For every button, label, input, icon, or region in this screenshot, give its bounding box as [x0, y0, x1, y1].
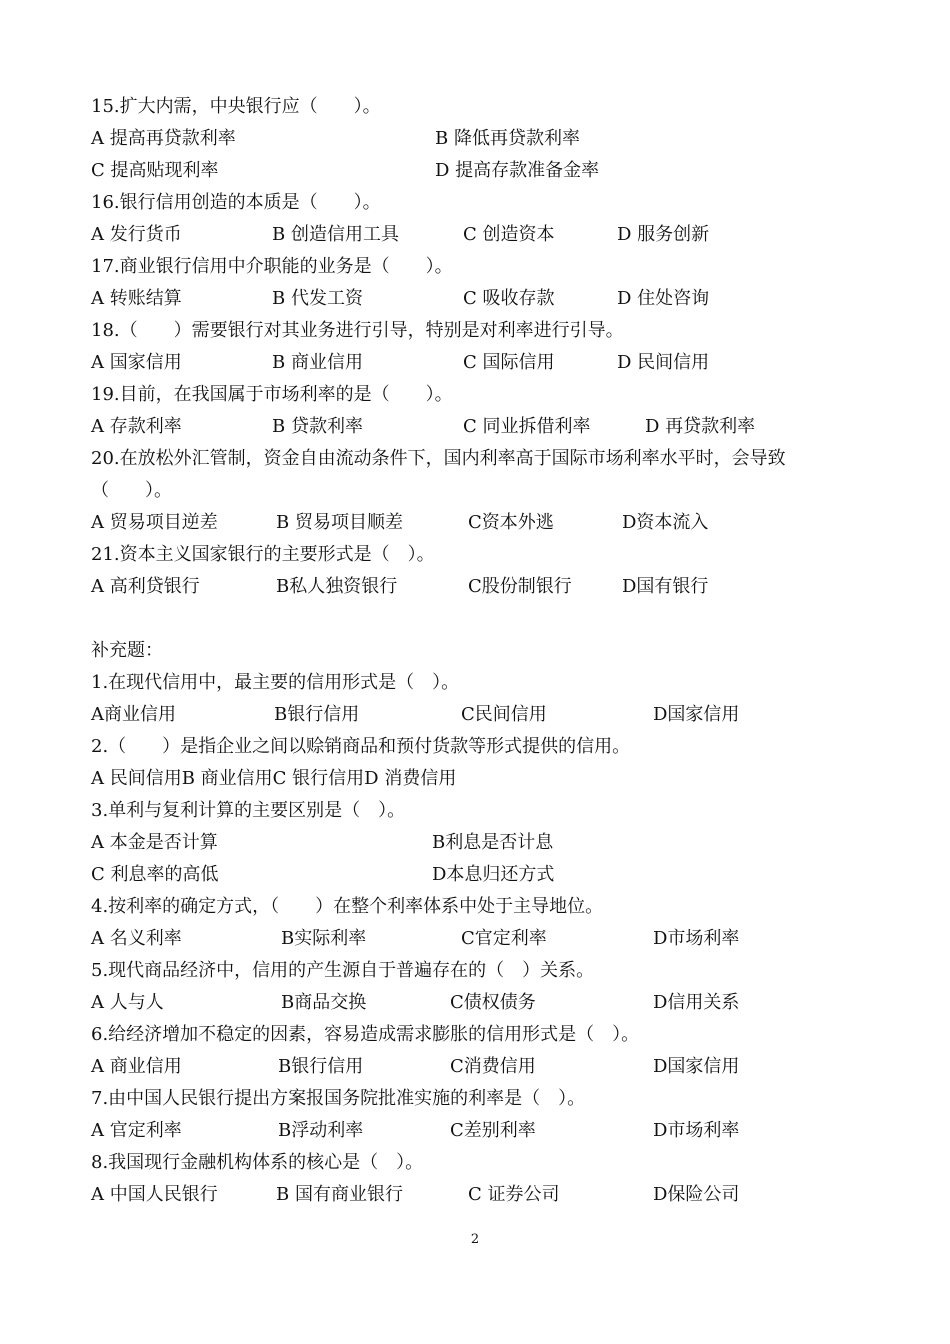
question-17-option-d: D 住处咨询 — [617, 288, 710, 309]
supplement-4-option-b: B实际利率 — [281, 928, 367, 949]
supplement-8-option-b: B 国有商业银行 — [276, 1184, 403, 1205]
supplement-7-option-a: A 官定利率 — [91, 1120, 182, 1141]
question-15-option-b: B 降低再贷款利率 — [435, 128, 580, 149]
supplement-6-stem: 6.给经济增加不稳定的因素，容易造成需求膨胀的信用形式是（ ）。 — [91, 1024, 640, 1045]
question-21-stem: 21.资本主义国家银行的主要形式是（ ）。 — [91, 544, 435, 565]
question-17-option-b: B 代发工资 — [272, 288, 363, 309]
supplement-7-option-d: D市场利率 — [653, 1120, 740, 1141]
supplement-1-option-a: A商业信用 — [91, 704, 176, 725]
question-15-option-d: D 提高存款准备金率 — [435, 160, 600, 181]
supplement-5-stem: 5.现代商品经济中，信用的产生源自于普遍存在的（ ）关系。 — [91, 960, 595, 981]
question-19-option-b: B 贷款利率 — [272, 416, 363, 437]
supplement-1-option-d: D国家信用 — [653, 704, 740, 725]
supplement-3-option-a: A 本金是否计算 — [91, 832, 218, 853]
question-20-stem-continued: （ ）。 — [91, 480, 172, 501]
question-18-option-d: D 民间信用 — [617, 352, 710, 373]
question-19-option-c: C 同业拆借利率 — [463, 416, 591, 437]
page-number: 2 — [470, 1232, 480, 1247]
supplement-2-options: A 民间信用B 商业信用C 银行信用D 消费信用 — [91, 768, 457, 789]
supplement-7-stem: 7.由中国人民银行提出方案报国务院批准实施的利率是（ ）。 — [91, 1088, 586, 1109]
supplement-1-option-c: C民间信用 — [461, 704, 547, 725]
question-15-stem: 15.扩大内需，中央银行应（ ）。 — [91, 96, 381, 117]
supplement-6-option-d: D国家信用 — [653, 1056, 740, 1077]
question-18-stem: 18.（ ）需要银行对其业务进行引导，特别是对利率进行引导。 — [91, 320, 624, 341]
supplement-5-option-a: A 人与人 — [91, 992, 164, 1013]
supplement-5-option-c: C债权债务 — [450, 992, 536, 1013]
supplement-4-option-a: A 名义利率 — [91, 928, 182, 949]
supplement-4-option-c: C官定利率 — [461, 928, 547, 949]
question-18-option-c: C 国际信用 — [463, 352, 555, 373]
question-21-option-a: A 高利贷银行 — [91, 576, 200, 597]
supplement-heading: 补充题： — [91, 640, 163, 661]
supplement-7-option-c: C差别利率 — [450, 1120, 536, 1141]
question-16-option-b: B 创造信用工具 — [272, 224, 399, 245]
supplement-7-option-b: B浮动利率 — [278, 1120, 364, 1141]
question-20-option-c: C资本外逃 — [468, 512, 554, 533]
supplement-1-stem: 1.在现代信用中，最主要的信用形式是（ ）。 — [91, 672, 460, 693]
supplement-5-option-b: B商品交换 — [281, 992, 367, 1013]
supplement-4-stem: 4.按利率的确定方式，（ ）在整个利率体系中处于主导地位。 — [91, 896, 604, 917]
question-21-option-b: B私人独资银行 — [276, 576, 398, 597]
supplement-3-stem: 3.单利与复利计算的主要区别是（ ）。 — [91, 800, 406, 821]
supplement-8-option-a: A 中国人民银行 — [91, 1184, 218, 1205]
question-15-option-a: A 提高再贷款利率 — [91, 128, 236, 149]
question-17-stem: 17.商业银行信用中介职能的业务是（ ）。 — [91, 256, 453, 277]
question-17-option-a: A 转账结算 — [91, 288, 182, 309]
supplement-2-stem: 2.（ ）是指企业之间以赊销商品和预付货款等形式提供的信用。 — [91, 736, 631, 757]
supplement-6-option-c: C消费信用 — [450, 1056, 536, 1077]
question-18-option-a: A 国家信用 — [91, 352, 182, 373]
question-20-option-a: A 贸易项目逆差 — [91, 512, 218, 533]
supplement-8-stem: 8.我国现行金融机构体系的核心是（ ）。 — [91, 1152, 424, 1173]
question-21-option-d: D国有银行 — [622, 576, 709, 597]
question-16-stem: 16.银行信用创造的本质是（ ）。 — [91, 192, 381, 213]
question-20-option-d: D资本流入 — [622, 512, 709, 533]
supplement-6-option-a: A 商业信用 — [91, 1056, 182, 1077]
supplement-1-option-b: B银行信用 — [274, 704, 360, 725]
supplement-8-option-d: D保险公司 — [653, 1184, 740, 1205]
supplement-3-option-b: B利息是否计息 — [432, 832, 554, 853]
question-20-option-b: B 贸易项目顺差 — [276, 512, 403, 533]
question-20-stem: 20.在放松外汇管制，资金自由流动条件下，国内利率高于国际市场利率水平时，会导致 — [91, 448, 786, 469]
question-17-option-c: C 吸收存款 — [463, 288, 555, 309]
supplement-5-option-d: D信用关系 — [653, 992, 740, 1013]
question-15-option-c: C 提高贴现利率 — [91, 160, 219, 181]
supplement-6-option-b: B银行信用 — [278, 1056, 364, 1077]
question-18-option-b: B 商业信用 — [272, 352, 363, 373]
question-21-option-c: C股份制银行 — [468, 576, 572, 597]
question-16-option-a: A 发行货币 — [91, 224, 182, 245]
supplement-8-option-c: C 证券公司 — [468, 1184, 560, 1205]
question-19-stem: 19.目前，在我国属于市场利率的是（ ）。 — [91, 384, 453, 405]
question-16-option-d: D 服务创新 — [617, 224, 710, 245]
question-19-option-a: A 存款利率 — [91, 416, 182, 437]
question-19-option-d: D 再贷款利率 — [645, 416, 756, 437]
supplement-3-option-c: C 利息率的高低 — [91, 864, 219, 885]
supplement-3-option-d: D本息归还方式 — [432, 864, 555, 885]
question-16-option-c: C 创造资本 — [463, 224, 555, 245]
supplement-4-option-d: D市场利率 — [653, 928, 740, 949]
